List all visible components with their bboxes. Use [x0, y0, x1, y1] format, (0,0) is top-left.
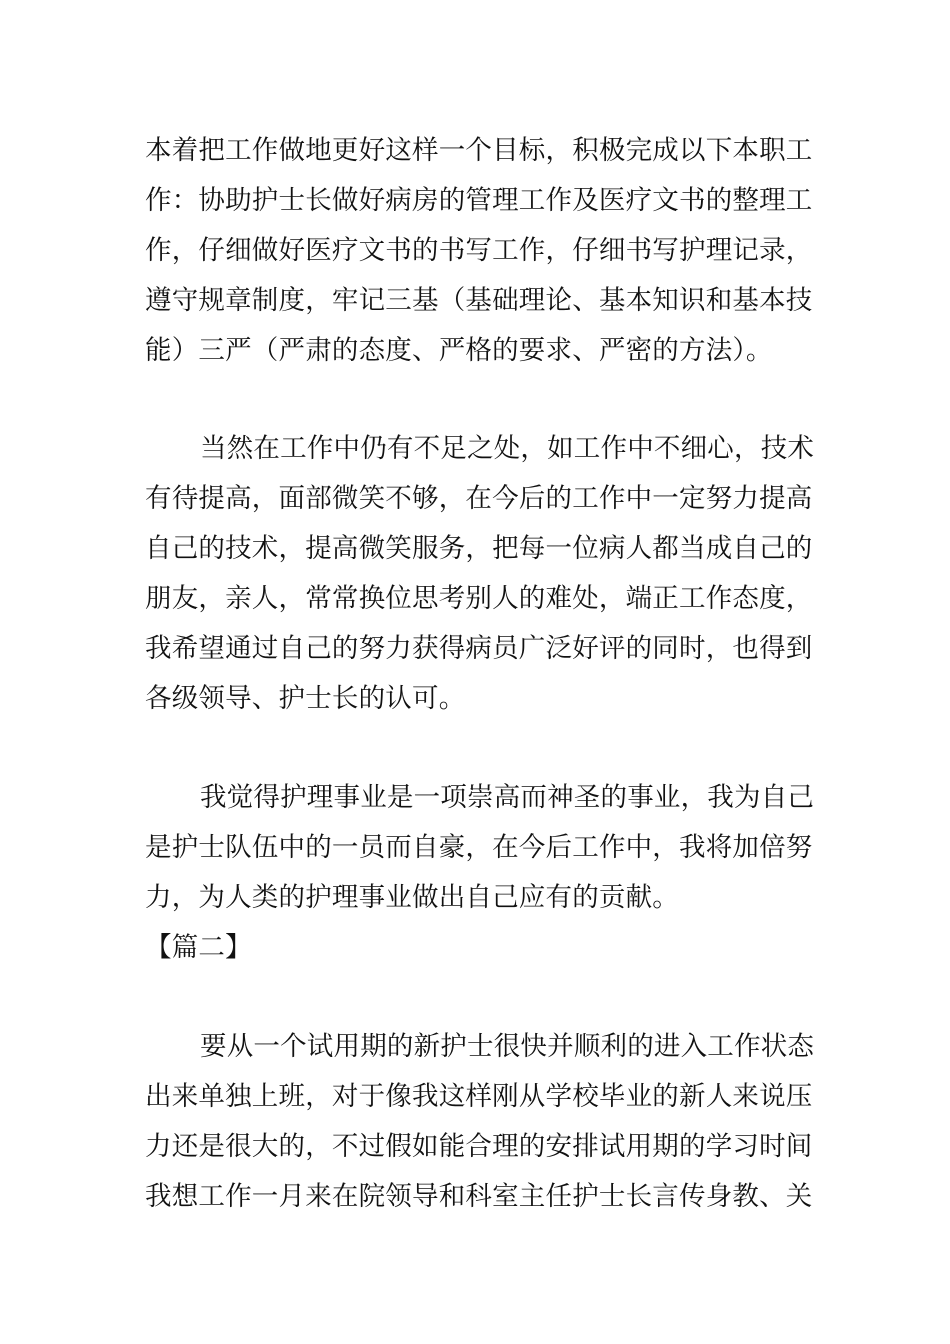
paragraph-3-line-2: 是护士队伍中的一员而自豪，在今后工作中，我将加倍努 — [145, 832, 813, 863]
paragraph-1-line-2: 作：协助护士长做好病房的管理工作及医疗文书的整理工 — [145, 185, 813, 216]
paragraph-2-line-4: 朋友，亲人，常常换位思考别人的难处，端正工作态度， — [145, 583, 813, 614]
paragraph-1-line-1: 本着把工作做地更好这样一个目标，积极完成以下本职工 — [145, 135, 813, 166]
paragraph-4-line-4: 我想工作一月来在院领导和科室主任护士长言传身教、关 — [145, 1181, 813, 1212]
paragraph-4-line-1: 要从一个试用期的新护士很快并顺利的进入工作状态 — [200, 1031, 815, 1062]
section-heading: 【篇二】 — [145, 932, 252, 963]
paragraph-4-line-2: 出来单独上班，对于像我这样刚从学校毕业的新人来说压 — [145, 1081, 813, 1112]
paragraph-1-line-4: 遵守规章制度，牢记三基（基础理论、基本知识和基本技 — [145, 285, 813, 316]
paragraph-3-line-3: 力，为人类的护理事业做出自己应有的贡献。 — [145, 882, 679, 913]
paragraph-2-line-2: 有待提高，面部微笑不够，在今后的工作中一定努力提高 — [145, 483, 813, 514]
paragraph-4-line-3: 力还是很大的，不过假如能合理的安排试用期的学习时间 — [145, 1131, 813, 1162]
paragraph-3-line-1: 我觉得护理事业是一项崇高而神圣的事业，我为自己 — [200, 782, 815, 813]
paragraph-2-line-5: 我希望通过自己的努力获得病员广泛好评的同时，也得到 — [145, 633, 813, 664]
paragraph-1-line-5: 能）三严（严肃的态度、严格的要求、严密的方法）。 — [145, 335, 773, 366]
paragraph-2-line-6: 各级领导、护士长的认可。 — [145, 683, 466, 714]
paragraph-2-line-1: 当然在工作中仍有不足之处，如工作中不细心，技术 — [200, 433, 815, 464]
paragraph-1-line-3: 作，仔细做好医疗文书的书写工作，仔细书写护理记录， — [145, 235, 813, 266]
paragraph-2-line-3: 自己的技术，提高微笑服务，把每一位病人都当成自己的 — [145, 533, 813, 564]
